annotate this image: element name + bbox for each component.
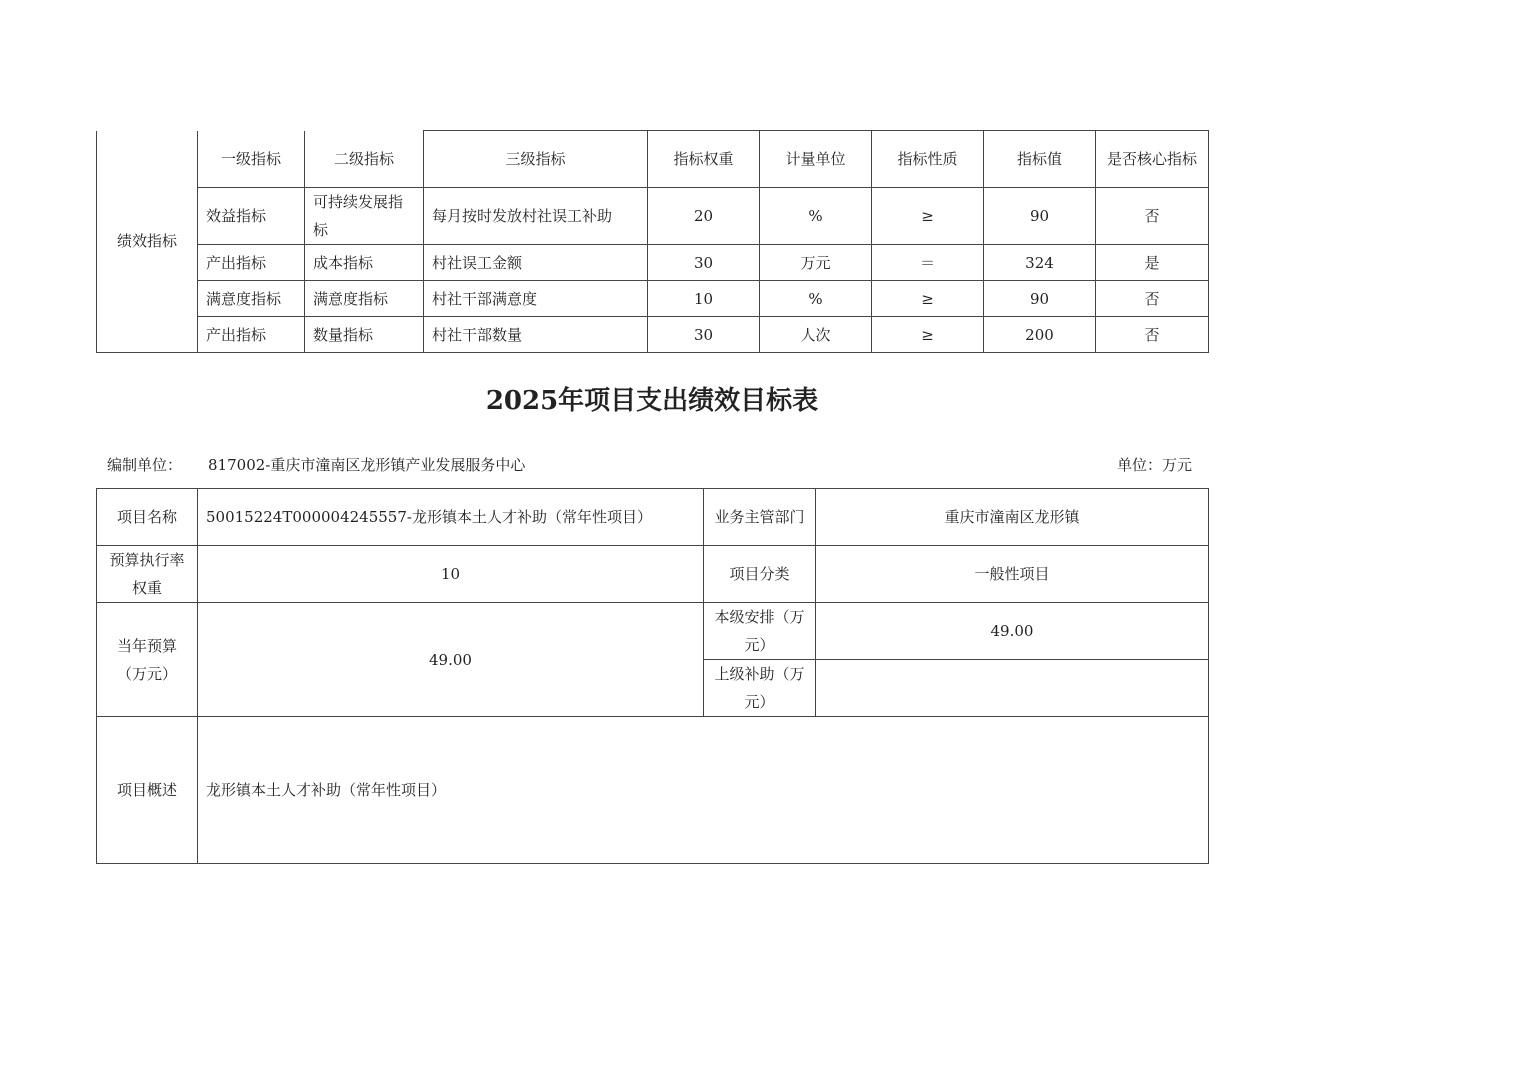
category-value: 一般性项目: [816, 546, 1209, 603]
table-row: [97, 489, 1209, 546]
exec-rate-value: 10: [198, 546, 704, 603]
table-cell: 万元: [760, 245, 872, 281]
page-title: 2025年项目支出绩效目标表: [485, 386, 819, 416]
header-cell: 指标值: [984, 131, 1096, 188]
header-cell: 计量单位: [760, 131, 872, 188]
table-cell: 每月按时发放村社误工补助: [424, 188, 648, 245]
table-cell: 30: [648, 317, 760, 353]
header-cell: 指标性质: [872, 131, 984, 188]
table-row: [97, 281, 1209, 317]
table-cell: 否: [1096, 281, 1209, 317]
performance-indicator-table: [96, 130, 1209, 353]
table-cell: 产出指标: [198, 245, 305, 281]
table-row: [97, 546, 1209, 603]
table-cell: 324: [984, 245, 1096, 281]
header-cell: 三级指标: [424, 131, 648, 188]
table-cell: 30: [648, 245, 760, 281]
project-info-table: [96, 488, 1209, 864]
table-cell: 10: [648, 281, 760, 317]
table-cell: ＝: [872, 245, 984, 281]
table-cell: 是: [1096, 245, 1209, 281]
table-header-row: [97, 131, 1209, 188]
overview-label: 项目概述: [97, 717, 198, 864]
dept-value: 重庆市潼南区龙形镇: [816, 489, 1209, 546]
table-cell: 90: [984, 281, 1096, 317]
exec-rate-label: 预算执行率权重: [97, 546, 198, 603]
table-cell: 20: [648, 188, 760, 245]
table-cell: 村社干部数量: [424, 317, 648, 353]
table-cell: 90: [984, 188, 1096, 245]
table-cell: %: [760, 281, 872, 317]
budget-value: 49.00: [198, 603, 704, 717]
table-cell: 满意度指标: [198, 281, 305, 317]
header-cell: 二级指标: [305, 131, 424, 188]
dept-label: 业务主管部门: [704, 489, 816, 546]
table-row: [97, 717, 1209, 864]
table-row: [97, 603, 1209, 660]
upper-funding-value: [816, 660, 1209, 717]
header-cell: 指标权重: [648, 131, 760, 188]
header-cell: 是否核心指标: [1096, 131, 1209, 188]
compiling-unit: [107, 454, 525, 475]
table-cell: 数量指标: [305, 317, 424, 353]
table-cell: ≥: [872, 281, 984, 317]
table-cell: ≥: [872, 188, 984, 245]
project-name-value: 50015224T000004245557-龙形镇本土人才补助（常年性项目）: [198, 489, 704, 546]
table-cell: 成本指标: [305, 245, 424, 281]
table-cell: 效益指标: [198, 188, 305, 245]
budget-label: 当年预算（万元）: [97, 603, 198, 717]
table-cell: 否: [1096, 188, 1209, 245]
table-row: [97, 245, 1209, 281]
table-row: [97, 188, 1209, 245]
header-cell: 一级指标: [198, 131, 305, 188]
table-cell: 人次: [760, 317, 872, 353]
table-cell: 村社误工金额: [424, 245, 648, 281]
compiling-unit-label: 编制单位：: [107, 456, 183, 474]
table-cell: 可持续发展指标: [305, 188, 424, 245]
table-cell: 村社干部满意度: [424, 281, 648, 317]
section-label-cell: 绩效指标: [97, 131, 198, 353]
compiling-unit-value: 817002-重庆市潼南区龙形镇产业发展服务中心: [208, 456, 526, 474]
category-label: 项目分类: [704, 546, 816, 603]
table-cell: ≥: [872, 317, 984, 353]
table-cell: %: [760, 188, 872, 245]
table-cell: 200: [984, 317, 1096, 353]
table-row: [97, 317, 1209, 353]
currency-unit: 单位：万元: [1117, 456, 1193, 474]
table-cell: 满意度指标: [305, 281, 424, 317]
local-funding-label: 本级安排（万元）: [704, 603, 816, 660]
overview-value: 龙形镇本土人才补助（常年性项目）: [198, 717, 1209, 864]
local-funding-value: 49.00: [816, 603, 1209, 660]
table-cell: 产出指标: [198, 317, 305, 353]
project-name-label: 项目名称: [97, 489, 198, 546]
table-cell: 否: [1096, 317, 1209, 353]
upper-funding-label: 上级补助（万元）: [704, 660, 816, 717]
